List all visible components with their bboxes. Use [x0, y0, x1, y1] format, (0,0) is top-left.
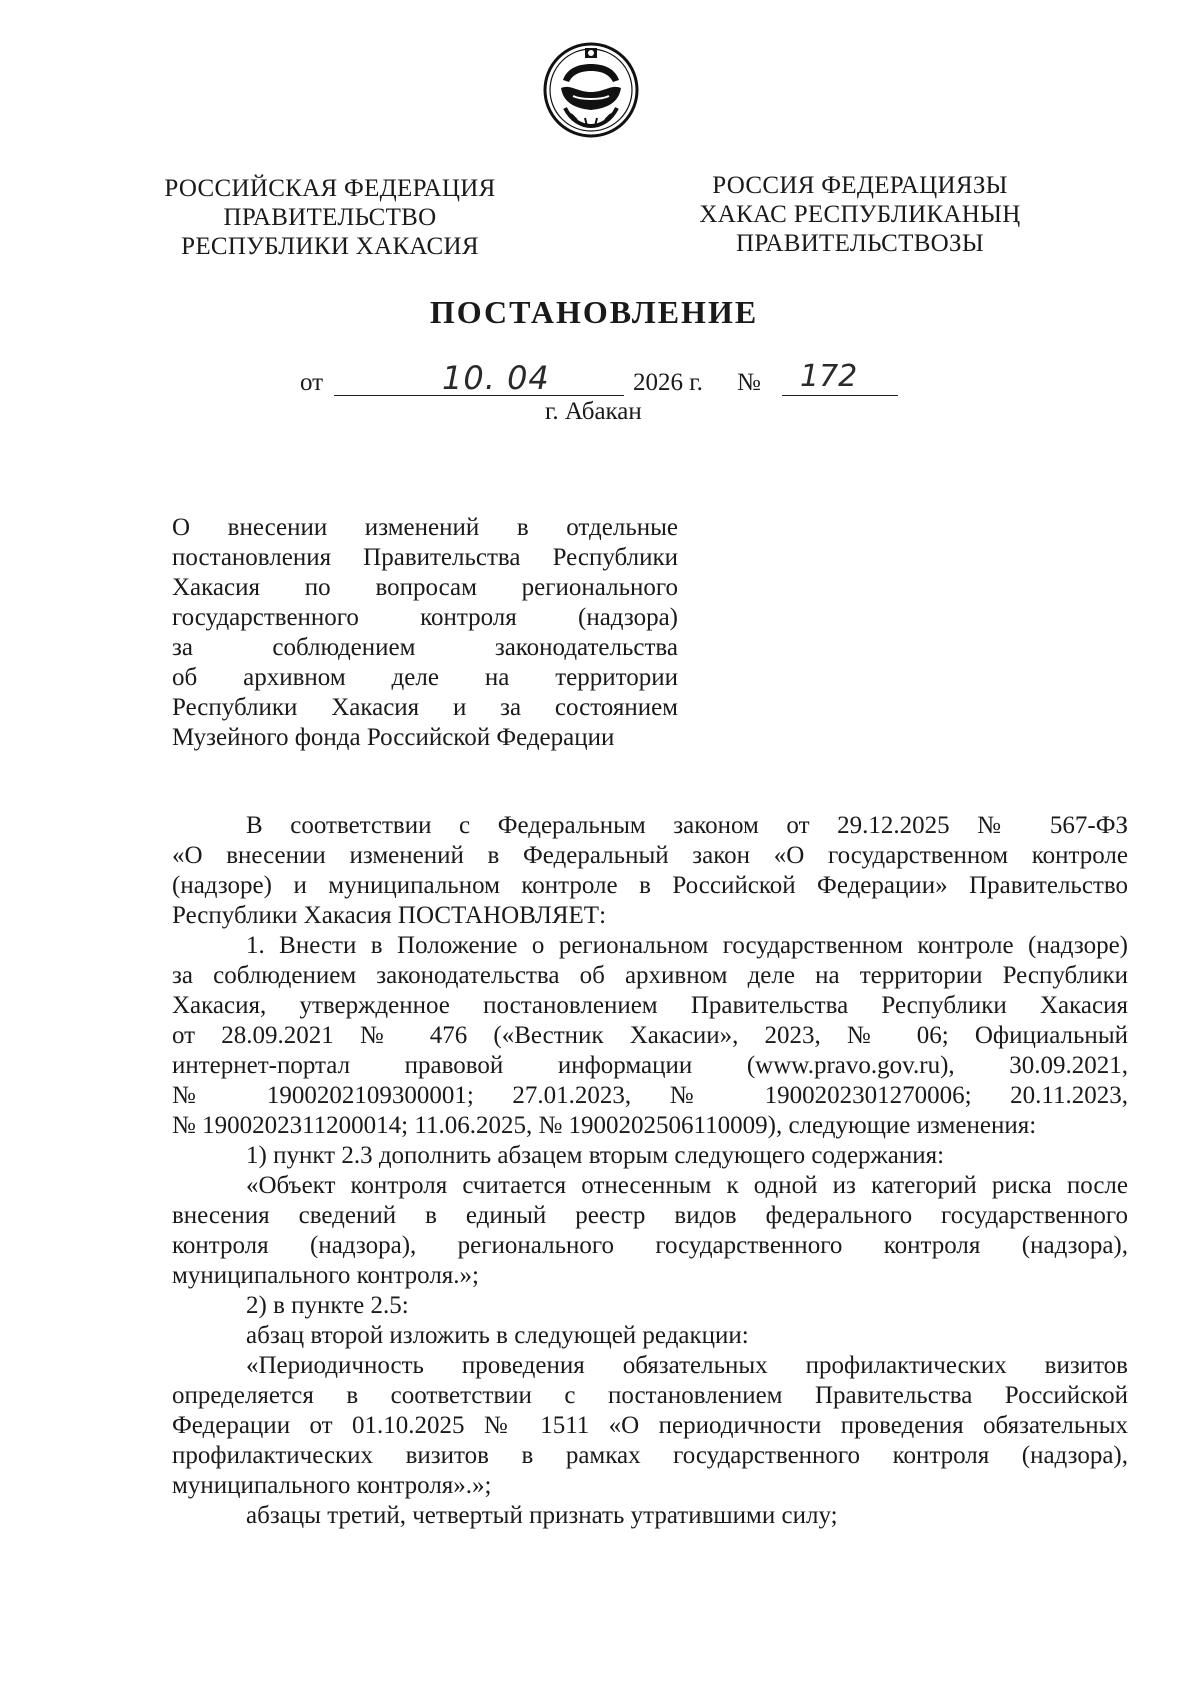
body-line: профилактических визитов в рамках государственного контроля (надзора),	[172, 1442, 1128, 1469]
header-left-line-2: ПРАВИТЕЛЬСТВО	[223, 204, 437, 231]
number-underline	[782, 395, 898, 396]
date-number-line	[300, 359, 900, 399]
header-khakas	[670, 171, 1050, 258]
document-title: ПОСТАНОВЛЕНИЕ	[429, 294, 759, 330]
body-line: интернет-портал правовой информации (www.pravo.gov.ru), 30.09.2021,	[172, 1052, 1128, 1079]
body-line: Хакасия, утвержденное постановлением Правительства Республики Хакасия	[172, 992, 1128, 1019]
body-line: Федерации от 01.10.2025 № 1511 «О периодичности проведения обязательных	[172, 1412, 1128, 1439]
handwritten-date: 10. 04	[442, 359, 550, 397]
header-right-line-2: ХАКАС РЕСПУБЛИКАНЫҢ	[699, 201, 1021, 228]
subject-block	[172, 513, 678, 753]
body-line: контроля (надзора), регионального государственного контроля (надзора),	[172, 1232, 1128, 1259]
body-line: абзац второй изложить в следующей редакции:	[246, 1322, 749, 1349]
coat-of-arms-icon	[541, 40, 641, 140]
header-right-line-3: ПРАВИТЕЛЬСТВОЗЫ	[736, 230, 984, 257]
body-text	[172, 811, 1128, 1531]
header-left-line-3: РЕСПУБЛИКИ ХАКАСИЯ	[181, 233, 479, 260]
body-line: внесения сведений в единый реестр видов федерального государственного	[172, 1202, 1128, 1229]
body-line: 1) пункт 2.3 дополнить абзацем вторым следующего содержания:	[246, 1142, 945, 1169]
body-line: «Периодичность проведения обязательных профилактических визитов	[246, 1352, 1128, 1379]
body-line: муниципального контроля.»;	[172, 1262, 479, 1289]
subject-line: О внесении изменений в отдельные	[172, 514, 678, 541]
body-line: муниципального контроля».»;	[172, 1472, 492, 1499]
year-label: 2026 г.	[633, 369, 703, 396]
body-line: абзацы третий, четвертый признать утратившими силу;	[246, 1502, 838, 1529]
body-line: «Объект контроля считается отнесенным к одной из категорий риска после	[246, 1172, 1128, 1199]
body-line: № 1900202311200014; 11.06.2025, № 1900202506110009), следующие изменения:	[172, 1112, 1037, 1139]
body-line: (надзоре) и муниципальном контроле в Российской Федерации» Правительство	[172, 872, 1128, 899]
body-line: Республики Хакасия ПОСТАНОВЛЯЕТ:	[172, 902, 607, 929]
header-right-line-1: РОССИЯ ФЕДЕРАЦИЯЗЫ	[712, 172, 1008, 199]
body-line: от 28.09.2021 № 476 («Вестник Хакасии», 2023, № 06; Официальный	[172, 1022, 1128, 1049]
subject-line: Республики Хакасия и за состоянием	[172, 694, 678, 721]
body-line: № 1900202109300001; 27.01.2023, № 1900202301270006; 20.11.2023,	[172, 1082, 1128, 1109]
date-prefix: от	[300, 369, 324, 396]
subject-line: за соблюдением законодательства	[172, 634, 678, 661]
subject-line: Музейного фонда Российской Федерации	[172, 724, 615, 751]
body-line: за соблюдением законодательства об архивном деле на территории Республики	[172, 962, 1128, 989]
city-label: г. Абакан	[545, 398, 642, 425]
body-line: «О внесении изменений в Федеральный закон «О государственном контроле	[172, 842, 1128, 869]
header-russian	[140, 174, 520, 261]
body-line: определяется в соответствии с постановлением Правительства Российской	[172, 1382, 1128, 1409]
subject-line: государственного контроля (надзора)	[172, 604, 678, 631]
subject-line: об архивном деле на территории	[172, 664, 678, 691]
body-line: 1. Внести в Положение о региональном государственном контроле (надзоре)	[246, 932, 1128, 959]
subject-line: Хакасия по вопросам регионального	[172, 574, 678, 601]
header-left-line-1: РОССИЙСКАЯ ФЕДЕРАЦИЯ	[164, 175, 496, 202]
body-line: В соответствии с Федеральным законом от 29.12.2025 № 567-ФЗ	[246, 812, 1128, 839]
body-line: 2) в пункте 2.5:	[246, 1292, 409, 1319]
number-sign: №	[737, 369, 761, 396]
handwritten-number: 172	[800, 359, 858, 394]
subject-line: постановления Правительства Республики	[172, 544, 678, 571]
